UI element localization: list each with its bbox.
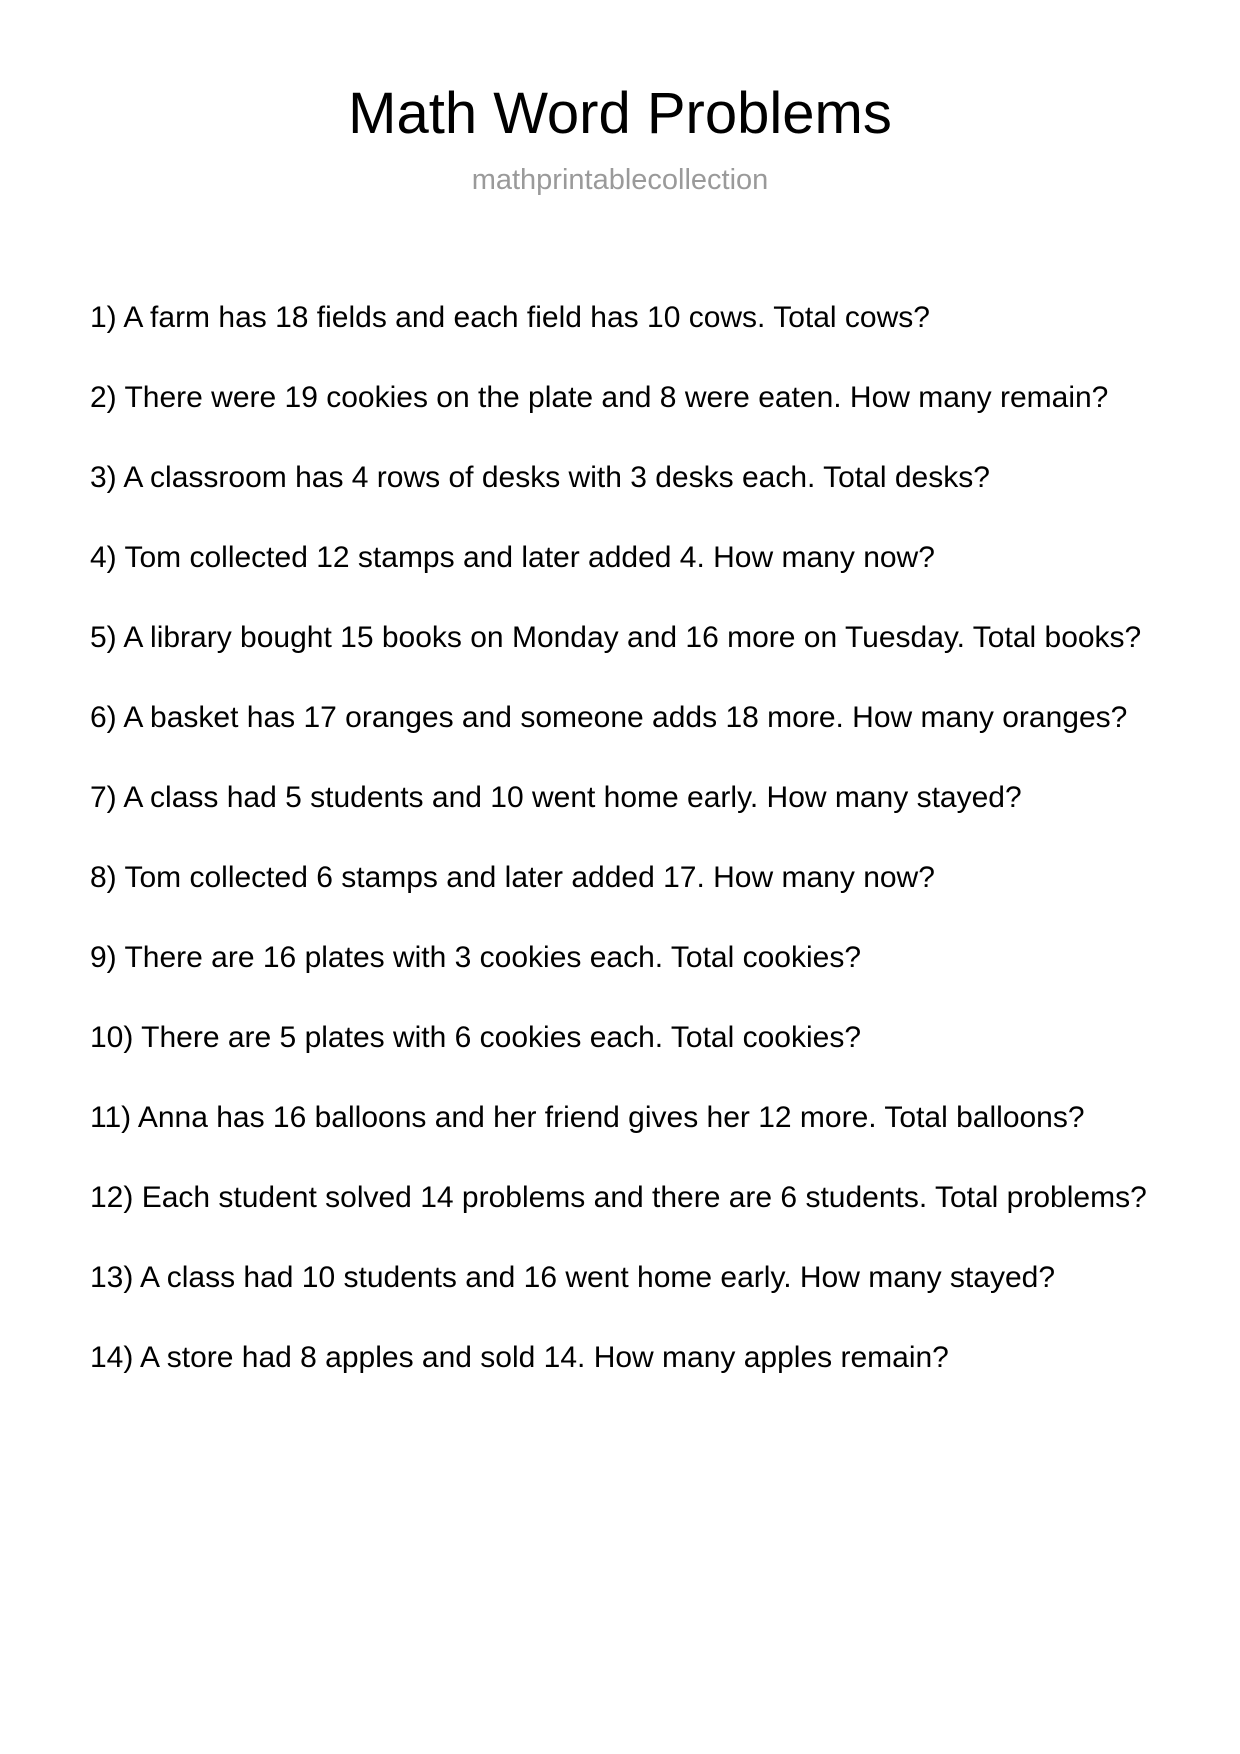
problem-item xyxy=(90,1183,1240,1263)
page-subtitle: mathprintablecollection xyxy=(471,163,769,196)
problem-text: 9) There are 16 plates with 3 cookies each. Total cookies? xyxy=(90,941,862,974)
problem-text: 10) There are 5 plates with 6 cookies each. Total cookies? xyxy=(90,1021,862,1054)
problem-item xyxy=(90,703,1240,783)
problem-item xyxy=(90,383,1240,463)
problem-text: 14) A store had 8 apples and sold 14. How many apples remain? xyxy=(90,1341,949,1374)
document-header xyxy=(0,0,1240,197)
problem-text: 13) A class had 10 students and 16 went home early. How many stayed? xyxy=(90,1261,1056,1294)
problem-text: 4) Tom collected 12 stamps and later added 4. How many now? xyxy=(90,541,935,574)
problem-item xyxy=(90,783,1240,863)
problem-item xyxy=(90,1103,1240,1183)
problem-text: 8) Tom collected 6 stamps and later added 17. How many now? xyxy=(90,861,935,894)
problem-item xyxy=(90,1343,1240,1423)
problem-item xyxy=(90,1263,1240,1343)
problem-text: 3) A classroom has 4 rows of desks with 3 desks each. Total desks? xyxy=(90,461,990,494)
page-title: Math Word Problems xyxy=(348,81,892,146)
problem-item xyxy=(90,463,1240,543)
problem-text: 12) Each student solved 14 problems and there are 6 students. Total problems? xyxy=(90,1181,1147,1214)
problem-text: 5) A library bought 15 books on Monday and 16 more on Tuesday. Total books? xyxy=(90,621,1142,654)
problem-item xyxy=(90,943,1240,1023)
problem-text: 7) A class had 5 students and 10 went home early. How many stayed? xyxy=(90,781,1022,814)
problem-item xyxy=(90,303,1240,383)
problem-text: 11) Anna has 16 balloons and her friend gives her 12 more. Total balloons? xyxy=(90,1101,1085,1134)
problem-item xyxy=(90,623,1240,703)
problem-item xyxy=(90,1023,1240,1103)
problem-list xyxy=(90,303,1240,1423)
problem-text: 2) There were 19 cookies on the plate and 8 were eaten. How many remain? xyxy=(90,381,1109,414)
problem-text: 1) A farm has 18 fields and each field has 10 cows. Total cows? xyxy=(90,301,930,334)
problem-item xyxy=(90,863,1240,943)
problem-item xyxy=(90,543,1240,623)
problem-text: 6) A basket has 17 oranges and someone adds 18 more. How many oranges? xyxy=(90,701,1128,734)
